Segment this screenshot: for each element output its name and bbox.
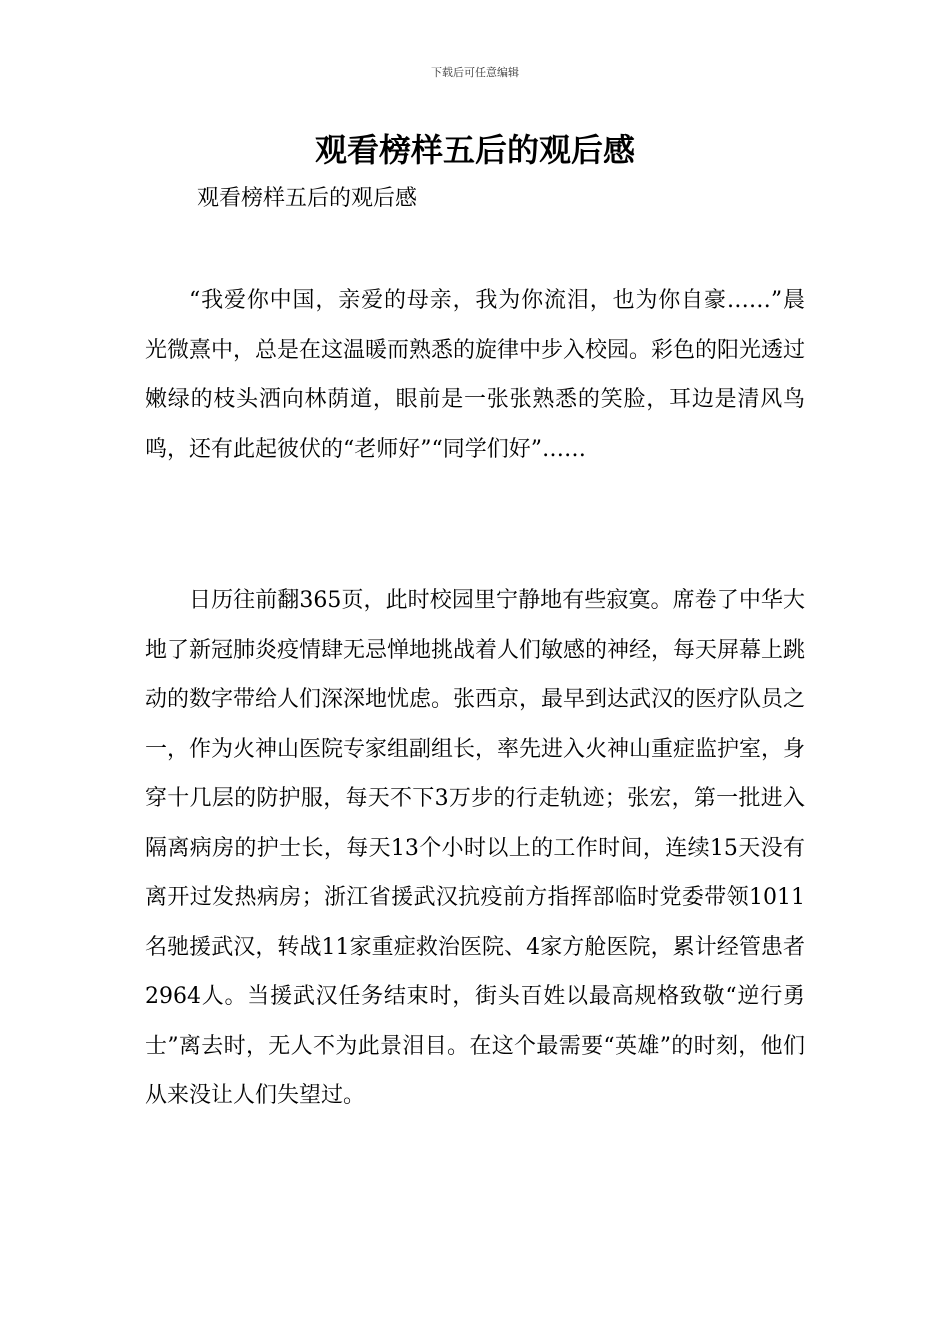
paragraph-2: 日历往前翻365页，此时校园里宁静地有些寂寞。席卷了中华大地了新冠肺炎疫情肆无忌惮地挑战着人们敏感的神经，每天屏幕上跳动的数字带给人们深深地忧虑。张西京，最早到达武汉的医疗队员之一，作为火神山医院专家组副组长，率先进入火神山重症监护室，身穿十几层的防护服，每天不下3万步的行走轨迹；张宏，第一批进入隔离病房的护士长，每天13个小时以上的工作时间，连续15天没有离开过发热病房；浙江省援武汉抗疫前方指挥部临时党委带领1011名驰援武汉，转战11家重症救治医院、4家方舱医院，累计经管患者2964人。当援武汉任务结束时，街头百姓以最高规格致敬“逆行勇士”离去时，无人不为此景泪目。在这个最需要“英雄”的时刻，他们从来没让人们失望过。 [145, 588, 806, 1108]
document-title: 观看榜样五后的观后感 [314, 131, 635, 169]
document-subtitle: 观看榜样五后的观后感 [197, 186, 418, 211]
paragraph-1: “我爱你中国，亲爱的母亲，我为你流泪，也为你自豪……”晨光微熹中，总是在这温暖而熟悉的旋律中步入校园。彩色的阳光透过嫩绿的枝头洒向林荫道，眼前是一张张熟悉的笑脸，耳边是清风鸟鸣，还有此起彼伏的“老师好”“同学们好”…… [145, 288, 806, 462]
header-note: 下载后可任意编辑 [431, 66, 519, 79]
